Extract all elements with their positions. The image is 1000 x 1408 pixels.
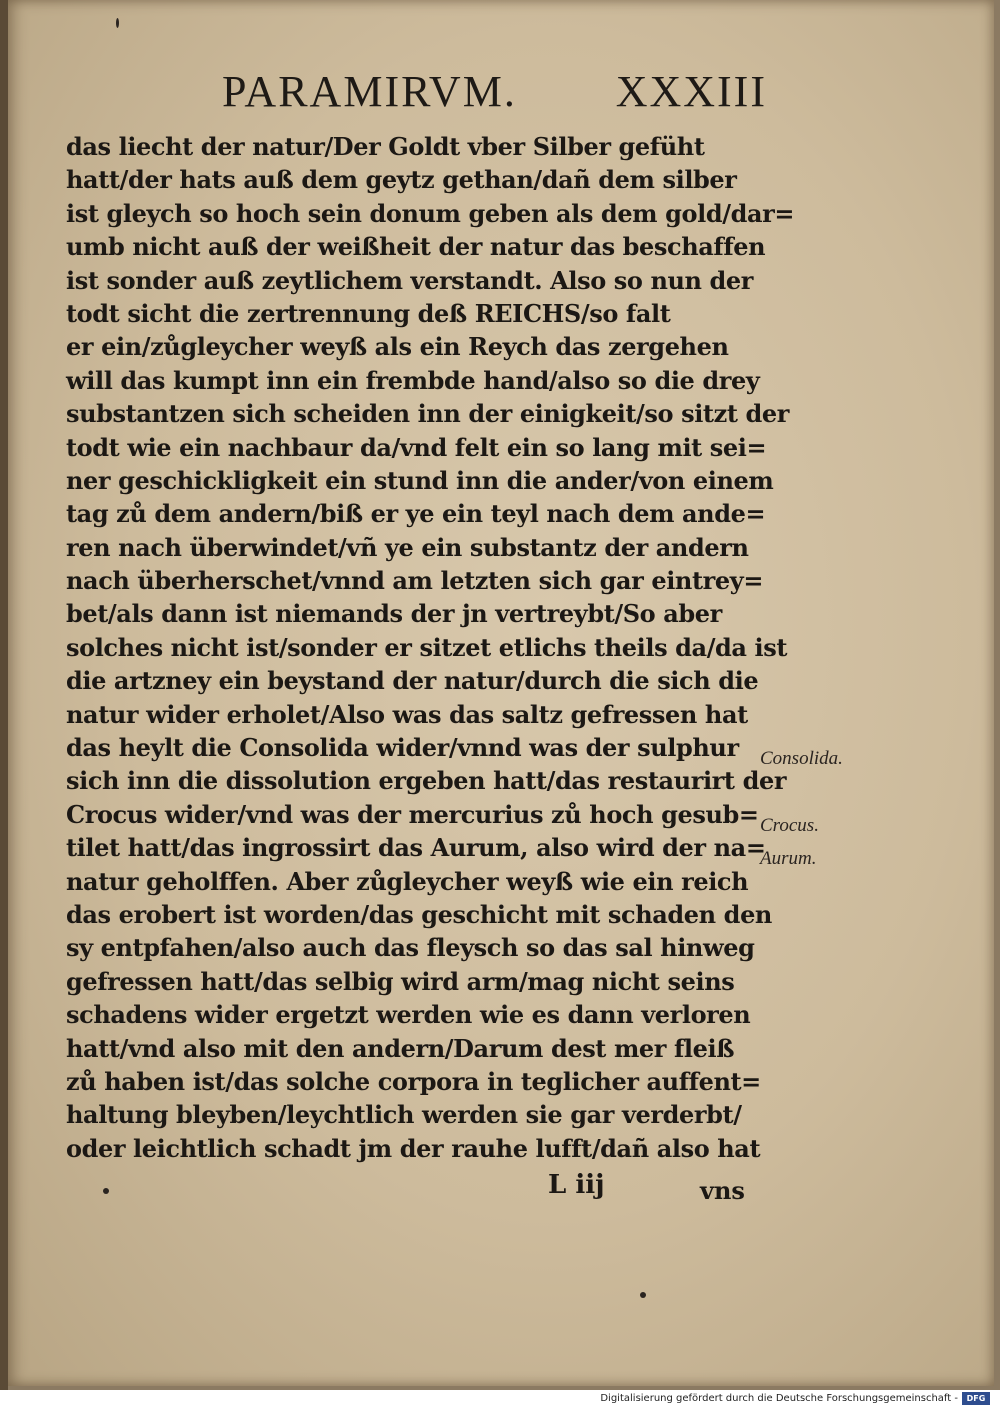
text-line: sich inn die dissolution ergeben hatt/das restaurirt der [66, 766, 787, 796]
text-line: bet/als dann ist niemands der jn vertreybt/So aber [66, 599, 722, 629]
text-line: ren nach überwindet/vñ ye ein substantz der andern [66, 532, 749, 562]
text-line: tag zů dem andern/biß er ye ein teyl nach dem ande= [66, 499, 766, 529]
text-line: todt sicht die zertrennung deß REICHS/so falt [66, 298, 671, 328]
folio-number: XXXIII [615, 67, 767, 116]
text-line: ist gleych so hoch sein donum geben als dem gold/dar= [66, 198, 795, 228]
margin-note-aurum: Aurum. [760, 848, 817, 869]
text-line: zů haben ist/das solche corpora in teglicher auffent= [66, 1066, 761, 1096]
signature-mark: L iij [548, 1170, 605, 1200]
digitization-footer [0, 1390, 1000, 1408]
book-spine-edge [0, 0, 8, 1390]
text-line: oder leichtlich schadt jm der rauhe lufft/dañ also hat [66, 1133, 761, 1163]
text-line: will das kumpt inn ein frembde hand/also so die drey [66, 365, 760, 395]
text-line: ner geschickligkeit ein stund inn die ander/von einem [66, 465, 774, 495]
text-line: todt wie ein nachbaur da/vnd felt ein so lang mit sei= [66, 432, 767, 462]
text-line: die artzney ein beystand der natur/durch die sich die [66, 666, 759, 696]
text-line: hatt/vnd also mit den andern/Darum dest mer fleiß [66, 1033, 735, 1063]
page-speck [103, 1188, 109, 1194]
text-line: natur wider erholet/Also was das saltz gefressen hat [66, 699, 748, 729]
text-line: er ein/zůgleycher weyß als ein Reych das zergehen [66, 332, 729, 362]
catchword: vns [700, 1176, 745, 1205]
text-line: umb nicht auß der weißheit der natur das beschaffen [66, 232, 766, 262]
text-line: natur geholffen. Aber zůgleycher weyß wie ein reich [66, 866, 749, 896]
text-line: hatt/der hats auß dem geytz gethan/dañ dem silber [66, 165, 737, 195]
page-speck [640, 1292, 646, 1298]
running-head-title: PARAMIRVM. [222, 67, 517, 116]
margin-note-crocus: Crocus. [760, 815, 819, 836]
text-line: das liecht der natur/Der Goldt vber Silber gefüht [66, 132, 705, 161]
text-line: schadens wider ergetzt werden wie es dann verloren [66, 1000, 751, 1030]
text-line: sy entpfahen/also auch das fleysch so das sal hinweg [66, 933, 755, 963]
margin-note-consolida: Consolida. [760, 748, 843, 769]
text-line: das erobert ist worden/das geschicht mit schaden den [66, 899, 772, 929]
text-line: substantzen sich scheiden inn der einigkeit/so sitzt der [66, 399, 789, 429]
text-line: das heylt die Consolida wider/vnnd was der sulphur [66, 733, 739, 763]
body-text [66, 130, 795, 1165]
text-line: tilet hatt/das ingrossirt das Aurum, also wird der na= [66, 833, 766, 863]
page-speck [116, 18, 119, 28]
text-line: nach überherschet/vnnd am letzten sich gar eintrey= [66, 566, 764, 596]
dfg-logo: DFG [962, 1392, 990, 1405]
text-line: Crocus wider/vnd was der mercurius zů hoch gesub= [66, 799, 759, 829]
footer-credit: Digitalisierung gefördert durch die Deutsche Forschungsgemeinschaft - [600, 1393, 958, 1404]
text-line: ist sonder auß zeytlichem verstandt. Also so nun der [66, 265, 754, 295]
running-head [222, 66, 767, 126]
text-line: solches nicht ist/sonder er sitzet etlichs theils da/da ist [66, 632, 788, 662]
text-line: haltung bleyben/leychtlich werden sie gar verderbt/ [66, 1100, 742, 1130]
text-line: gefressen hatt/das selbig wird arm/mag nicht seins [66, 966, 735, 996]
